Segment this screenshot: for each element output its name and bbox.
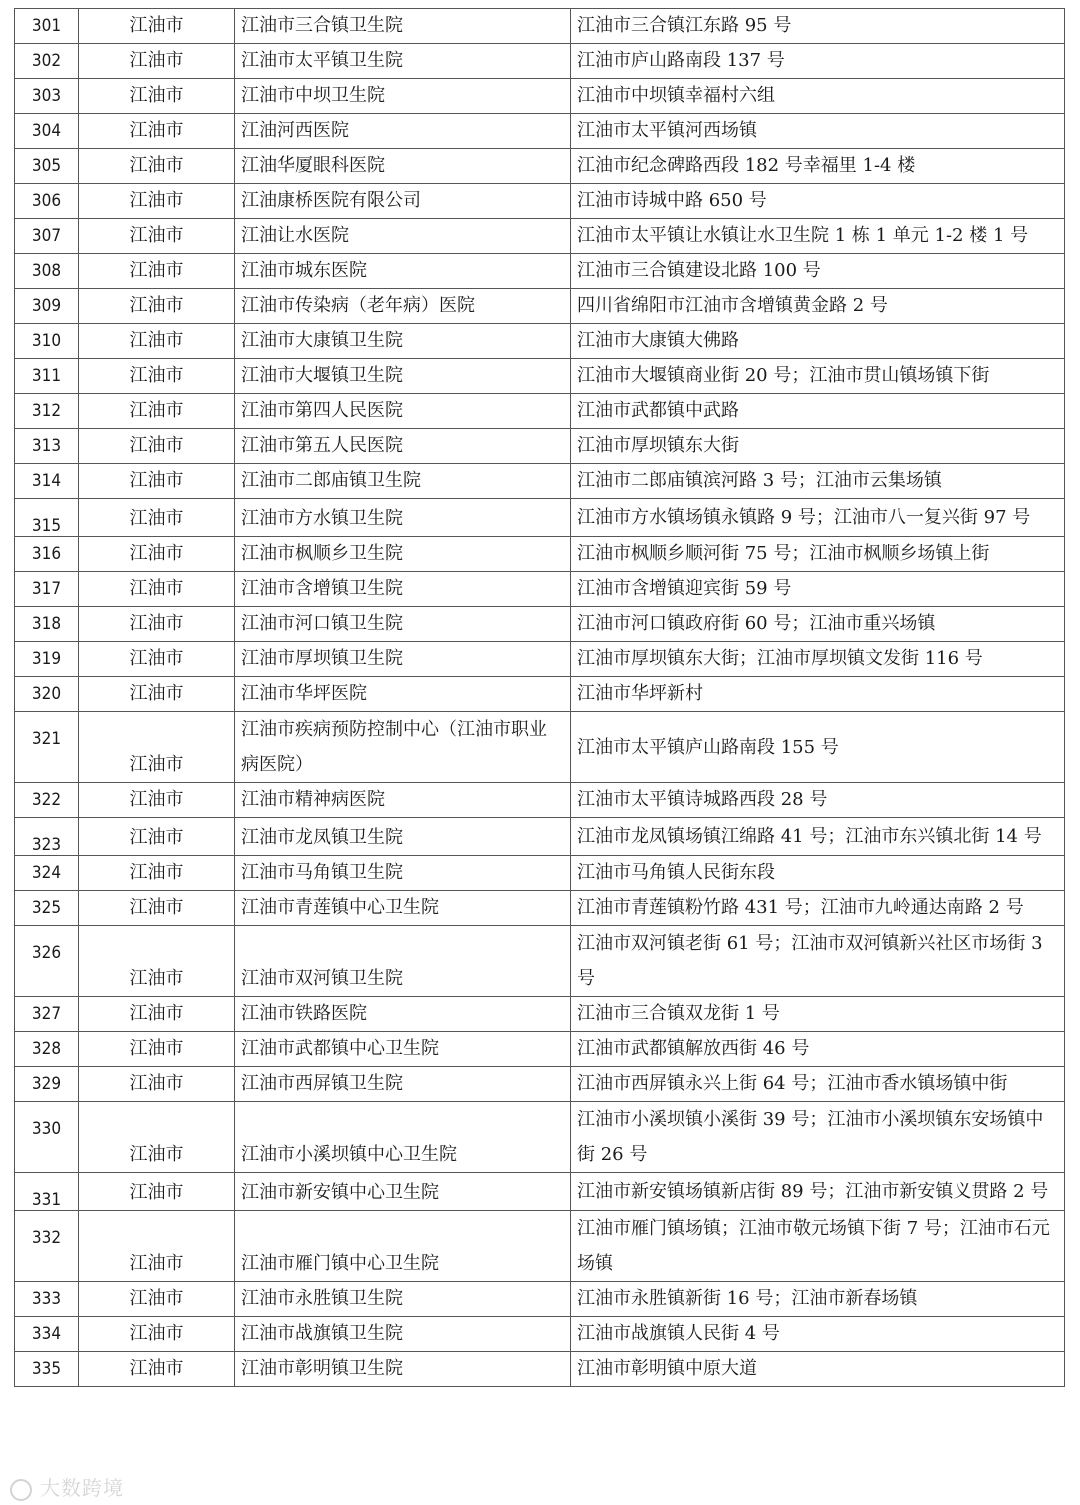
address-cell: 江油市武都镇中武路: [571, 394, 1065, 429]
table-row: [15, 1102, 1065, 1173]
institution-name-cell: 江油市第四人民医院: [235, 394, 571, 429]
address-cell: 江油市含增镇迎宾街 59 号: [571, 572, 1065, 607]
table-row: [15, 1173, 1065, 1211]
city-cell: 江油市: [79, 997, 235, 1032]
city-cell: 江油市: [79, 1032, 235, 1067]
city-cell: 江油市: [79, 1102, 235, 1173]
row-number-cell: 325: [15, 891, 79, 926]
table-row: [15, 1032, 1065, 1067]
table-row: [15, 572, 1065, 607]
row-number-cell: 330: [15, 1102, 79, 1173]
row-number-cell: 332: [15, 1211, 79, 1282]
address-cell: 江油市庐山路南段 137 号: [571, 44, 1065, 79]
table-row: [15, 856, 1065, 891]
institution-name-cell: 江油市含增镇卫生院: [235, 572, 571, 607]
address-cell: 江油市中坝镇幸福村六组: [571, 79, 1065, 114]
city-cell: 江油市: [79, 394, 235, 429]
institution-name-cell: 江油市第五人民医院: [235, 429, 571, 464]
institution-name-cell: 江油市马角镇卫生院: [235, 856, 571, 891]
address-cell: 江油市太平镇让水镇让水卫生院 1 栋 1 单元 1-2 楼 1 号: [571, 219, 1065, 254]
institution-name-cell: 江油市传染病（老年病）医院: [235, 289, 571, 324]
address-cell: 江油市太平镇河西场镇: [571, 114, 1065, 149]
institution-name-cell: 江油市武都镇中心卫生院: [235, 1032, 571, 1067]
institution-name-cell: 江油市小溪坝镇中心卫生院: [235, 1102, 571, 1173]
row-number-cell: 321: [15, 712, 79, 783]
row-number-cell: 301: [15, 9, 79, 44]
row-number-cell: 316: [15, 537, 79, 572]
institution-name-cell: 江油市二郎庙镇卫生院: [235, 464, 571, 499]
institution-name-cell: 江油市疾病预防控制中心（江油市职业病医院）: [235, 712, 571, 783]
table-row: [15, 997, 1065, 1032]
row-number-cell: 305: [15, 149, 79, 184]
institution-name-cell: 江油市三合镇卫生院: [235, 9, 571, 44]
institution-name-cell: 江油市大堰镇卫生院: [235, 359, 571, 394]
city-cell: 江油市: [79, 642, 235, 677]
city-cell: 江油市: [79, 712, 235, 783]
city-cell: 江油市: [79, 607, 235, 642]
institution-name-cell: 江油康桥医院有限公司: [235, 184, 571, 219]
city-cell: 江油市: [79, 1067, 235, 1102]
table-row: [15, 464, 1065, 499]
address-cell: 江油市马角镇人民街东段: [571, 856, 1065, 891]
institution-name-cell: 江油市太平镇卫生院: [235, 44, 571, 79]
city-cell: 江油市: [79, 499, 235, 537]
city-cell: 江油市: [79, 289, 235, 324]
institution-name-cell: 江油让水医院: [235, 219, 571, 254]
address-cell: 江油市战旗镇人民街 4 号: [571, 1317, 1065, 1352]
institution-name-cell: 江油市城东医院: [235, 254, 571, 289]
city-cell: 江油市: [79, 926, 235, 997]
city-cell: 江油市: [79, 1352, 235, 1387]
address-cell: 江油市厚坝镇东大街: [571, 429, 1065, 464]
institution-name-cell: 江油市方水镇卫生院: [235, 499, 571, 537]
city-cell: 江油市: [79, 149, 235, 184]
city-cell: 江油市: [79, 818, 235, 856]
table-row: [15, 429, 1065, 464]
table-body: [15, 9, 1065, 1387]
address-cell: 江油市太平镇庐山路南段 155 号: [571, 712, 1065, 783]
address-cell: 江油市厚坝镇东大街；江油市厚坝镇文发街 116 号: [571, 642, 1065, 677]
city-cell: 江油市: [79, 9, 235, 44]
row-number-cell: 318: [15, 607, 79, 642]
address-cell: 江油市西屏镇永兴上街 64 号；江油市香水镇场镇中街: [571, 1067, 1065, 1102]
city-cell: 江油市: [79, 219, 235, 254]
table-row: [15, 783, 1065, 818]
institution-name-cell: 江油市精神病医院: [235, 783, 571, 818]
address-cell: 江油市彰明镇中原大道: [571, 1352, 1065, 1387]
row-number-cell: 328: [15, 1032, 79, 1067]
chat-bubble-icon: [10, 1479, 32, 1501]
institution-name-cell: 江油市龙凤镇卫生院: [235, 818, 571, 856]
institution-name-cell: 江油河西医院: [235, 114, 571, 149]
institution-name-cell: 江油市青莲镇中心卫生院: [235, 891, 571, 926]
address-cell: 江油市纪念碑路西段 182 号幸福里 1-4 楼: [571, 149, 1065, 184]
address-cell: 江油市龙凤镇场镇江绵路 41 号；江油市东兴镇北街 14 号: [571, 818, 1065, 856]
address-cell: 江油市三合镇江东路 95 号: [571, 9, 1065, 44]
row-number-cell: 322: [15, 783, 79, 818]
row-number-cell: 313: [15, 429, 79, 464]
city-cell: 江油市: [79, 324, 235, 359]
city-cell: 江油市: [79, 184, 235, 219]
table-row: [15, 254, 1065, 289]
row-number-cell: 327: [15, 997, 79, 1032]
table-row: [15, 9, 1065, 44]
table-row: [15, 1211, 1065, 1282]
institution-name-cell: 江油市永胜镇卫生院: [235, 1282, 571, 1317]
address-cell: 江油市方水镇场镇永镇路 9 号；江油市八一复兴街 97 号: [571, 499, 1065, 537]
table-row: [15, 324, 1065, 359]
institution-name-cell: 江油市西屏镇卫生院: [235, 1067, 571, 1102]
city-cell: 江油市: [79, 464, 235, 499]
row-number-cell: 333: [15, 1282, 79, 1317]
institution-name-cell: 江油华厦眼科医院: [235, 149, 571, 184]
institution-name-cell: 江油市战旗镇卫生院: [235, 1317, 571, 1352]
institution-name-cell: 江油市双河镇卫生院: [235, 926, 571, 997]
city-cell: 江油市: [79, 429, 235, 464]
table-row: [15, 1317, 1065, 1352]
address-cell: 江油市新安镇场镇新店街 89 号；江油市新安镇义贯路 2 号: [571, 1173, 1065, 1211]
city-cell: 江油市: [79, 856, 235, 891]
address-cell: 江油市青莲镇粉竹路 431 号；江油市九岭通达南路 2 号: [571, 891, 1065, 926]
table-row: [15, 394, 1065, 429]
row-number-cell: 329: [15, 1067, 79, 1102]
city-cell: 江油市: [79, 1211, 235, 1282]
table-row: [15, 289, 1065, 324]
city-cell: 江油市: [79, 114, 235, 149]
address-cell: 江油市大康镇大佛路: [571, 324, 1065, 359]
table-row: [15, 537, 1065, 572]
institution-name-cell: 江油市厚坝镇卫生院: [235, 642, 571, 677]
row-number-cell: 331: [15, 1173, 79, 1211]
table-row: [15, 114, 1065, 149]
address-cell: 江油市武都镇解放西街 46 号: [571, 1032, 1065, 1067]
institution-name-cell: 江油市雁门镇中心卫生院: [235, 1211, 571, 1282]
city-cell: 江油市: [79, 537, 235, 572]
institution-name-cell: 江油市枫顺乡卫生院: [235, 537, 571, 572]
row-number-cell: 334: [15, 1317, 79, 1352]
institution-name-cell: 江油市河口镇卫生院: [235, 607, 571, 642]
address-cell: 江油市河口镇政府街 60 号；江油市重兴场镇: [571, 607, 1065, 642]
institution-name-cell: 江油市大康镇卫生院: [235, 324, 571, 359]
table-row: [15, 712, 1065, 783]
city-cell: 江油市: [79, 1317, 235, 1352]
table-row: [15, 818, 1065, 856]
row-number-cell: 324: [15, 856, 79, 891]
row-number-cell: 320: [15, 677, 79, 712]
address-cell: 江油市诗城中路 650 号: [571, 184, 1065, 219]
city-cell: 江油市: [79, 1282, 235, 1317]
row-number-cell: 323: [15, 818, 79, 856]
row-number-cell: 302: [15, 44, 79, 79]
address-cell: 江油市枫顺乡顺河街 75 号；江油市枫顺乡场镇上街: [571, 537, 1065, 572]
address-cell: 江油市华坪新村: [571, 677, 1065, 712]
address-cell: 江油市大堰镇商业街 20 号；江油市贯山镇场镇下街: [571, 359, 1065, 394]
table-row: [15, 607, 1065, 642]
city-cell: 江油市: [79, 572, 235, 607]
row-number-cell: 306: [15, 184, 79, 219]
watermark: [10, 1472, 124, 1501]
row-number-cell: 311: [15, 359, 79, 394]
address-cell: 江油市二郎庙镇滨河路 3 号；江油市云集场镇: [571, 464, 1065, 499]
row-number-cell: 303: [15, 79, 79, 114]
table-row: [15, 44, 1065, 79]
address-cell: 江油市三合镇建设北路 100 号: [571, 254, 1065, 289]
institution-name-cell: 江油市彰明镇卫生院: [235, 1352, 571, 1387]
row-number-cell: 335: [15, 1352, 79, 1387]
row-number-cell: 307: [15, 219, 79, 254]
table-row: [15, 642, 1065, 677]
table-row: [15, 891, 1065, 926]
institution-name-cell: 江油市铁路医院: [235, 997, 571, 1032]
row-number-cell: 317: [15, 572, 79, 607]
table-row: [15, 359, 1065, 394]
row-number-cell: 309: [15, 289, 79, 324]
row-number-cell: 326: [15, 926, 79, 997]
address-cell: 江油市小溪坝镇小溪街 39 号；江油市小溪坝镇东安场镇中街 26 号: [571, 1102, 1065, 1173]
table-row: [15, 926, 1065, 997]
table-row: [15, 1067, 1065, 1102]
row-number-cell: 315: [15, 499, 79, 537]
address-cell: 江油市太平镇诗城路西段 28 号: [571, 783, 1065, 818]
city-cell: 江油市: [79, 359, 235, 394]
address-cell: 江油市三合镇双龙街 1 号: [571, 997, 1065, 1032]
row-number-cell: 310: [15, 324, 79, 359]
address-cell: 江油市双河镇老街 61 号；江油市双河镇新兴社区市场街 3 号: [571, 926, 1065, 997]
table-row: [15, 499, 1065, 537]
city-cell: 江油市: [79, 677, 235, 712]
row-number-cell: 312: [15, 394, 79, 429]
city-cell: 江油市: [79, 783, 235, 818]
institution-name-cell: 江油市华坪医院: [235, 677, 571, 712]
city-cell: 江油市: [79, 254, 235, 289]
table-row: [15, 677, 1065, 712]
table-row: [15, 1282, 1065, 1317]
table-row: [15, 219, 1065, 254]
institution-name-cell: 江油市新安镇中心卫生院: [235, 1173, 571, 1211]
row-number-cell: 304: [15, 114, 79, 149]
city-cell: 江油市: [79, 44, 235, 79]
watermark-text: 大数跨境: [40, 1476, 124, 1500]
table-row: [15, 184, 1065, 219]
address-cell: 江油市永胜镇新街 16 号；江油市新春场镇: [571, 1282, 1065, 1317]
address-cell: 江油市雁门镇场镇；江油市敬元场镇下街 7 号；江油市石元场镇: [571, 1211, 1065, 1282]
institution-table: [14, 8, 1065, 1387]
institution-name-cell: 江油市中坝卫生院: [235, 79, 571, 114]
table-row: [15, 149, 1065, 184]
city-cell: 江油市: [79, 891, 235, 926]
address-cell: 四川省绵阳市江油市含增镇黄金路 2 号: [571, 289, 1065, 324]
table-row: [15, 79, 1065, 114]
row-number-cell: 308: [15, 254, 79, 289]
row-number-cell: 319: [15, 642, 79, 677]
table-row: [15, 1352, 1065, 1387]
city-cell: 江油市: [79, 1173, 235, 1211]
institution-table-container: [14, 8, 1064, 1387]
city-cell: 江油市: [79, 79, 235, 114]
row-number-cell: 314: [15, 464, 79, 499]
